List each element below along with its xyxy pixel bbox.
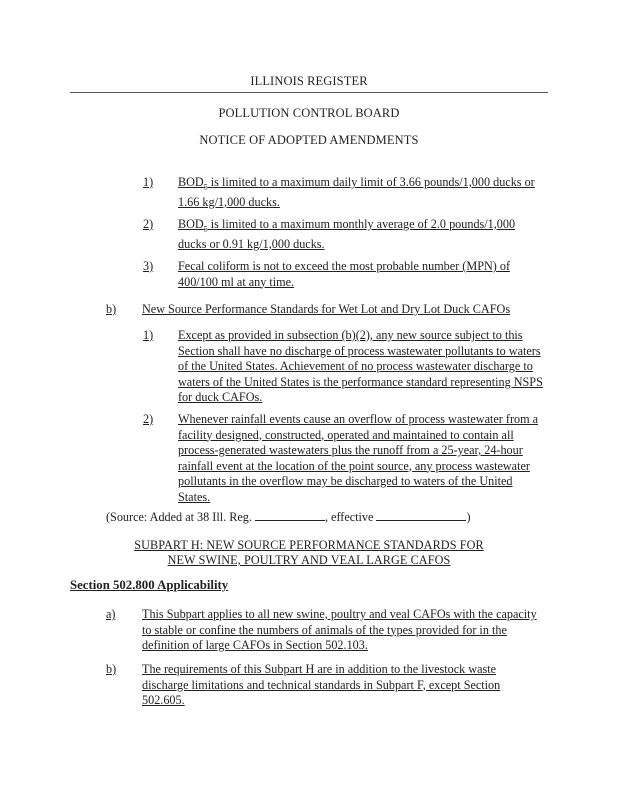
list-item — [178, 412, 538, 505]
list-item-line: of the United States. Achievement of no process wastewater discharge to — [178, 359, 533, 373]
list-item-line: States. — [178, 489, 211, 504]
list-item-line: Except as provided in subsection (b)(2), any new source subject to this — [178, 328, 523, 342]
subpart-heading — [0, 538, 618, 568]
list-item — [178, 217, 515, 252]
list-item-line: is limited to a maximum monthly average of 2.0 pounds/1,000 — [207, 217, 516, 231]
list-item — [178, 259, 510, 290]
list-item-line: 502.605. — [142, 693, 185, 707]
source-note — [106, 510, 471, 526]
list-item-line: pollutants in the overflow may be discharged to waters of the United — [178, 474, 513, 488]
list-item — [142, 662, 500, 709]
notice-title: NOTICE OF ADOPTED AMENDMENTS — [199, 133, 419, 147]
list-item-line: Fecal coliform is not to exceed the most probable number (MPN) of — [178, 259, 511, 273]
list-item — [142, 607, 537, 654]
list-item-line: to stable or confine the numbers of animals of the types provided for in the — [142, 622, 507, 637]
list-item-line: discharge limitations and technical standards in Subpart F, except Section — [142, 677, 501, 692]
bod-label: BOD — [178, 175, 204, 189]
list-item — [178, 175, 535, 210]
subpart-line: NEW SWINE, POULTRY AND VEAL LARGE CAFOS — [167, 553, 451, 567]
header-rule — [70, 92, 548, 93]
list-item-line: for duck CAFOs. — [178, 390, 263, 404]
list-item-line: Section shall have no discharge of process wastewater pollutants to waters — [178, 343, 541, 358]
list-item-line: process-generated wastewaters plus the runoff from a 25-year, 24-hour — [178, 443, 523, 457]
list-item-line: The requirements of this Subpart H are in addition to the livestock waste — [142, 662, 497, 676]
section-heading: Section 502.800 Applicability — [70, 578, 229, 592]
list-item — [178, 328, 543, 406]
list-item-line: is limited to a maximum daily limit of 3.66 pounds/1,000 ducks or — [207, 175, 535, 189]
source-text: , effective — [324, 510, 377, 524]
list-item-line: waters of the United States is the performance standard representing NSPS — [178, 374, 543, 389]
list-item-number: 2) — [143, 217, 154, 231]
list-item-line: This Subpart applies to all new swine, poultry and veal CAFOs with the capacity — [142, 607, 537, 621]
list-item-number: 2) — [143, 412, 154, 426]
list-item-line: rainfall event at the location of the point source, any process wastewater — [178, 458, 530, 473]
subpart-line: SUBPART H: NEW SOURCE PERFORMANCE STANDARDS FOR — [134, 538, 484, 552]
list-item-number: 1) — [143, 175, 154, 189]
list-item-number: 1) — [143, 328, 154, 342]
bod-subscript: 5 — [203, 182, 208, 192]
subsection-title: New Source Performance Standards for Wet Lot and Dry Lot Duck CAFOs — [142, 302, 511, 316]
list-item-number: 3) — [143, 259, 154, 273]
list-item-line: facility designed, constructed, operated and maintained to contain all — [178, 427, 514, 442]
list-item-line: definition of large CAFOs in Section 502.103. — [142, 638, 368, 652]
source-text: ) — [466, 510, 471, 524]
effective-blank — [376, 520, 466, 521]
list-item-line: 1.66 kg/1,000 ducks. — [178, 194, 280, 209]
register-title: ILLINOIS REGISTER — [250, 74, 368, 88]
list-item-line: ducks or 0.91 kg/1,000 ducks. — [178, 236, 325, 251]
source-text: (Source: Added at 38 Ill. Reg. — [106, 510, 255, 524]
bod-subscript: 5 — [203, 224, 208, 234]
list-item-number: b) — [106, 662, 117, 676]
subsection-label: b) — [106, 302, 117, 316]
bod-label: BOD — [178, 217, 204, 231]
list-item-number: a) — [106, 607, 116, 621]
list-item-line: 400/100 ml at any time. — [178, 274, 295, 289]
reg-blank — [255, 520, 325, 521]
list-item-line: Whenever rainfall events cause an overflow of process wastewater from a — [178, 412, 539, 426]
board-title: POLLUTION CONTROL BOARD — [218, 106, 400, 120]
